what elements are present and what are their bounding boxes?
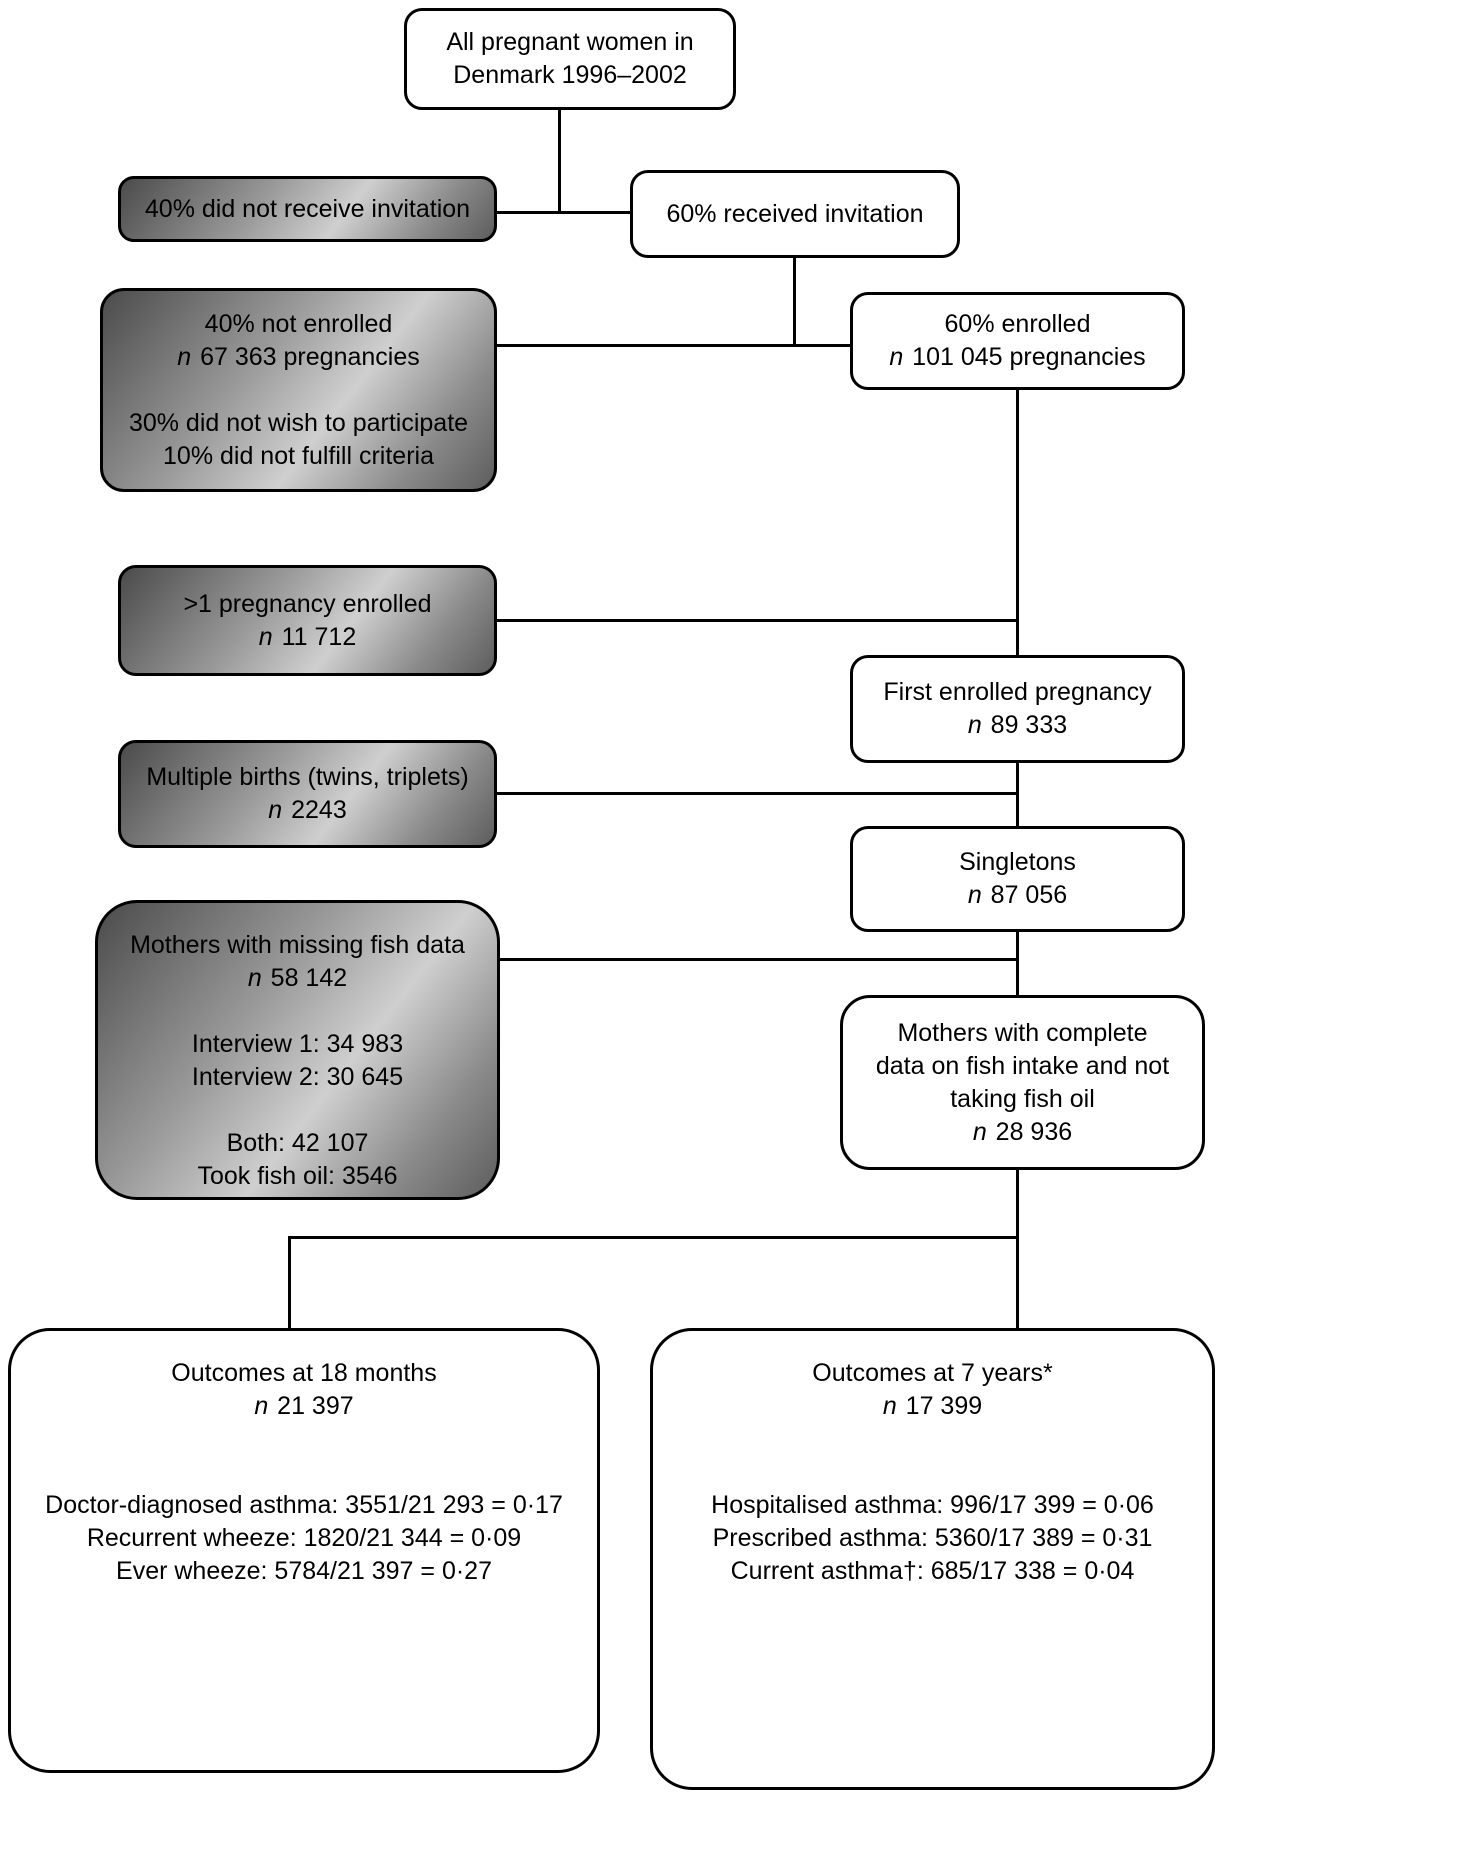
box-text-line: data on fish intake and not [875,1051,1170,1080]
connector-enrolled-horizontal [497,344,850,347]
connector-extra-pregnancy-horizontal [497,619,1018,622]
box-text-line: n 67 363 pregnancies [177,342,420,371]
connector-outcomes-right-vertical [1016,1170,1019,1328]
box-text-line: Outcomes at 7 years* [812,1359,1053,1387]
box-text-line [301,1456,308,1489]
box-text-line: Denmark 1996–2002 [453,61,687,89]
box-missing-fish-data [95,900,500,1200]
box-text-line: First enrolled pregnancy [883,678,1152,706]
box-text-line: 60% enrolled [944,310,1091,338]
box-multiple-births [118,740,497,848]
box-text-line: All pregnant women in [446,28,694,56]
connector-missing-fish-horizontal [500,958,1018,961]
box-text-line: n 17 399 [882,1392,983,1420]
box-text-line: Multiple births (twins, triplets) [146,763,469,791]
connector-outcomes-split-horizontal [288,1236,1019,1239]
box-text-line: Took fish oil: 3546 [197,1162,398,1190]
box-text-line: Prescribed asthma: 5360/17 389 = 0·31 [712,1524,1153,1552]
box-text-line: Hospitalised asthma: 996/17 399 = 0·06 [711,1491,1154,1519]
box-text-line: Both: 42 107 [226,1129,369,1157]
box-singletons [850,826,1185,932]
box-text-line [295,374,302,407]
box-text-line [301,1423,308,1456]
box-text-line: Doctor-diagnosed asthma: 3551/21 293 = 0·17 [45,1491,563,1519]
box-text-line: n 58 142 [247,964,348,992]
connector-top-vertical [558,110,561,214]
box-no-invitation [118,176,497,242]
box-text-line: Ever wheeze: 5784/21 397 = 0·27 [116,1557,492,1585]
box-text-line: Mothers with complete [897,1018,1148,1047]
box-text-line: n 21 397 [254,1392,354,1420]
box-text-line: 60% received invitation [666,199,924,228]
box-text-line: Interview 2: 30 645 [191,1063,404,1091]
box-text-line: n 11 712 [258,622,357,651]
connector-outcomes-left-vertical [288,1236,291,1328]
box-text-line: n 28 936 [972,1117,1073,1146]
box-outcomes-7-years [650,1328,1215,1790]
connector-received-vertical [793,258,796,347]
box-text-line: Current asthma†: 685/17 338 = 0·04 [730,1557,1135,1585]
box-text-line: Singletons [959,848,1076,876]
connector-multiple-births-horizontal [497,792,1018,795]
box-text-line: 40% did not receive invitation [144,194,471,223]
connector-invitation-horizontal [497,211,630,214]
box-enrolled [850,292,1185,390]
box-first-enrolled-pregnancy [850,655,1185,763]
box-text-line [294,995,301,1028]
box-text-line [929,1423,936,1456]
box-text-line [294,1094,301,1127]
box-text-line: n 2243 [268,796,347,824]
box-outcomes-18-months [8,1328,600,1773]
box-text-line: 30% did not wish to participate [128,408,469,437]
box-text-line: 10% did not fulfill criteria [163,441,434,470]
box-text-line: Outcomes at 18 months [171,1359,437,1387]
box-text-line: taking fish oil [950,1084,1095,1113]
box-all-pregnant-women [404,8,736,110]
box-not-enrolled [100,288,497,492]
box-text-line: 40% not enrolled [204,309,393,338]
box-text-line: >1 pregnancy enrolled [183,589,432,618]
box-text-line: n 87 056 [967,881,1068,909]
box-text-line: Recurrent wheeze: 1820/21 344 = 0·09 [86,1524,522,1552]
box-text-line: n 89 333 [967,711,1068,739]
box-text-line [929,1456,936,1489]
box-text-line: n 101 045 pregnancies [889,343,1146,371]
box-text-line: Interview 1: 34 983 [191,1030,404,1058]
box-extra-pregnancy-enrolled [118,565,497,676]
box-complete-fish-data [840,995,1205,1170]
box-text-line: Mothers with missing fish data [130,931,465,959]
box-received-invitation [630,170,960,258]
